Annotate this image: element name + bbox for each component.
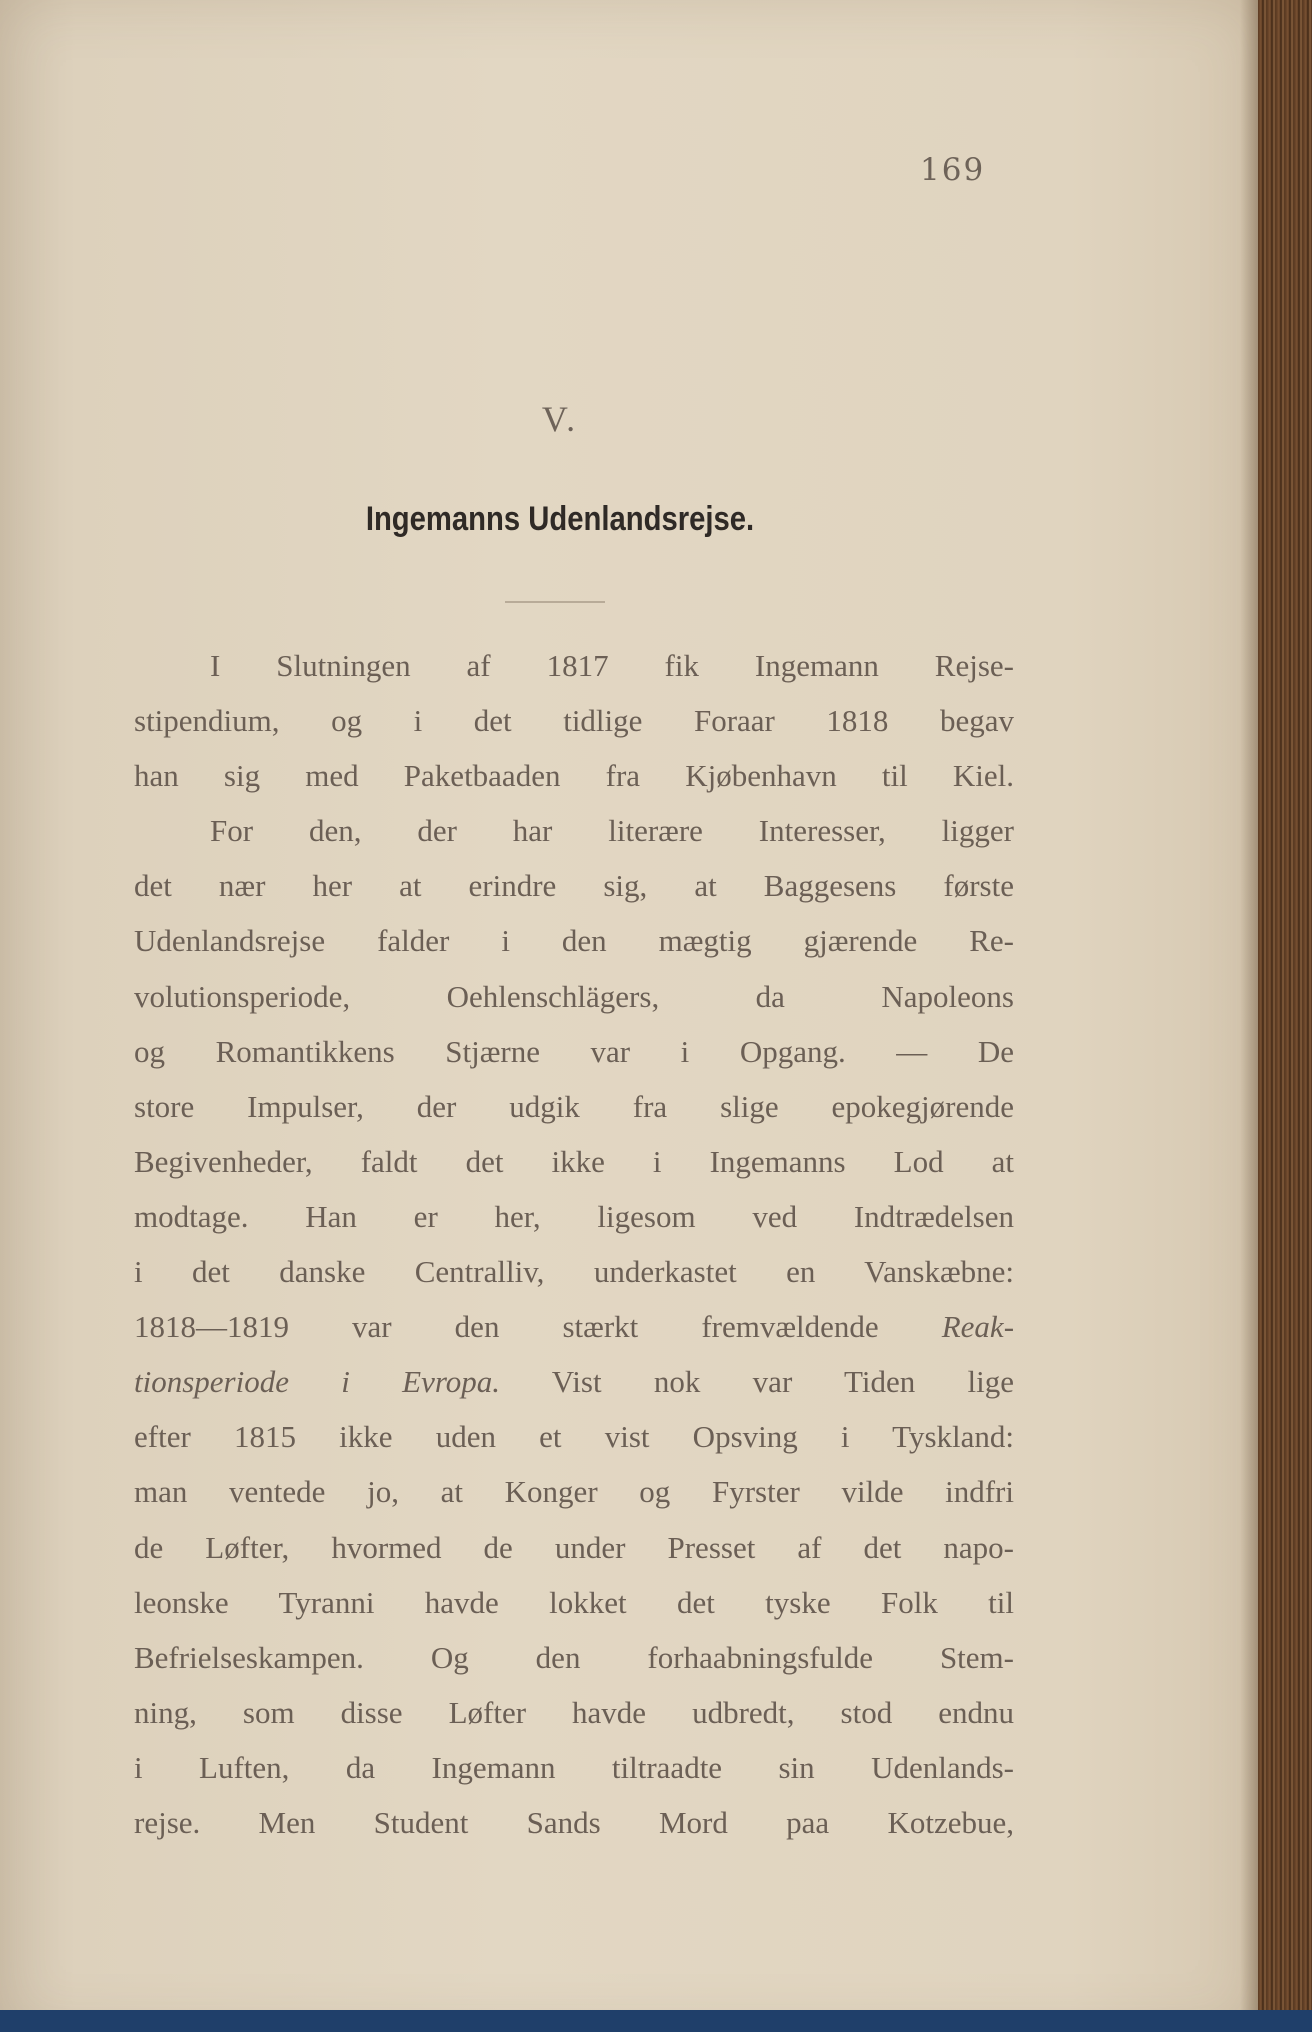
text-line [134,969,1014,1024]
text-line-segment: Vist nok var Tiden lige [500,1364,1014,1400]
text-line [134,638,1014,693]
text-line-segment: i Luften, da Ingemann tiltraadte sin Udenlands- [134,1749,1014,1785]
text-line [134,1575,1014,1630]
text-line [134,1409,1014,1464]
italic-emphasis: Reak- [941,1309,1015,1345]
chapter-numeral: V. [541,399,579,439]
chapter-title: Ingemanns Udenlandsrejse. [365,500,755,538]
text-line-segment: volutionsperiode, Oehlenschlägers, da Napoleons [134,978,1014,1014]
text-line-segment: Udenlandsrejse falder i den mægtig gjærende Re- [134,923,1014,959]
text-line-segment: det nær her at erindre sig, at Baggesens første [134,868,1014,904]
italic-emphasis: tionsperiode i Evropa. [134,1364,501,1400]
text-line-segment: 1818—1819 var den stærkt fremvældende [134,1309,879,1345]
text-line-segment: Begivenheder, faldt det ikke i Ingemanns Lod at [134,1143,1014,1179]
text-line-segment: I Slutningen af 1817 fik Ingemann Rejse- [210,648,1014,683]
text-line [134,858,1014,913]
text-line [134,1134,1014,1189]
text-line [134,1630,1014,1685]
text-line [134,1299,1014,1354]
page-number: 169 [920,152,986,188]
body-text [134,638,1014,1850]
text-line [134,1024,1014,1079]
scan-bottom-border [0,2010,1312,2032]
text-line-segment: store Impulser, der udgik fra slige epokegjørende [134,1088,1014,1124]
text-line-segment: i det danske Centralliv, underkastet en Vanskæbne: [134,1254,1014,1290]
text-line-segment: efter 1815 ikke uden et vist Opsving i Tyskland: [134,1419,1014,1455]
text-line [134,1795,1014,1850]
text-line-segment: han sig med Paketbaaden fra Kjøbenhavn til Kiel. [134,758,1014,794]
text-line [134,1464,1014,1519]
text-line-segment: man ventede jo, at Konger og Fyrster vilde indfri [134,1474,1014,1510]
title-divider [505,601,605,603]
text-line [134,1079,1014,1134]
text-line-segment: rejse. Men Student Sands Mord paa Kotzebue, [134,1804,1014,1840]
text-line [134,913,1014,968]
text-line-segment: og Romantikkens Stjærne var i Opgang. — De [134,1033,1014,1069]
text-line-segment: de Løfter, hvormed de under Presset af det napo- [134,1529,1014,1565]
text-line [134,1244,1014,1299]
text-line-segment: stipendium, og i det tidlige Foraar 1818 begav [134,703,1014,739]
text-line [134,748,1014,803]
text-line-segment: ning, som disse Løfter havde udbredt, stod endnu [134,1694,1014,1730]
text-line [134,1740,1014,1795]
book-page-edges [1258,0,1312,2032]
text-line [134,693,1014,748]
text-line-segment: Befrielseskampen. Og den forhaabningsfulde Stem- [134,1639,1014,1675]
page-gutter-shadow [1240,0,1260,2032]
text-line [134,1685,1014,1740]
text-line [134,803,1014,858]
text-line [134,1520,1014,1575]
text-line-segment: modtage. Han er her, ligesom ved Indtrædelsen [134,1198,1014,1234]
text-line-segment: leonske Tyranni havde lokket det tyske Folk til [134,1584,1014,1620]
text-line [134,1354,1014,1409]
text-line-segment: For den, der har literære Interesser, ligger [210,813,1014,849]
text-line [134,1189,1014,1244]
